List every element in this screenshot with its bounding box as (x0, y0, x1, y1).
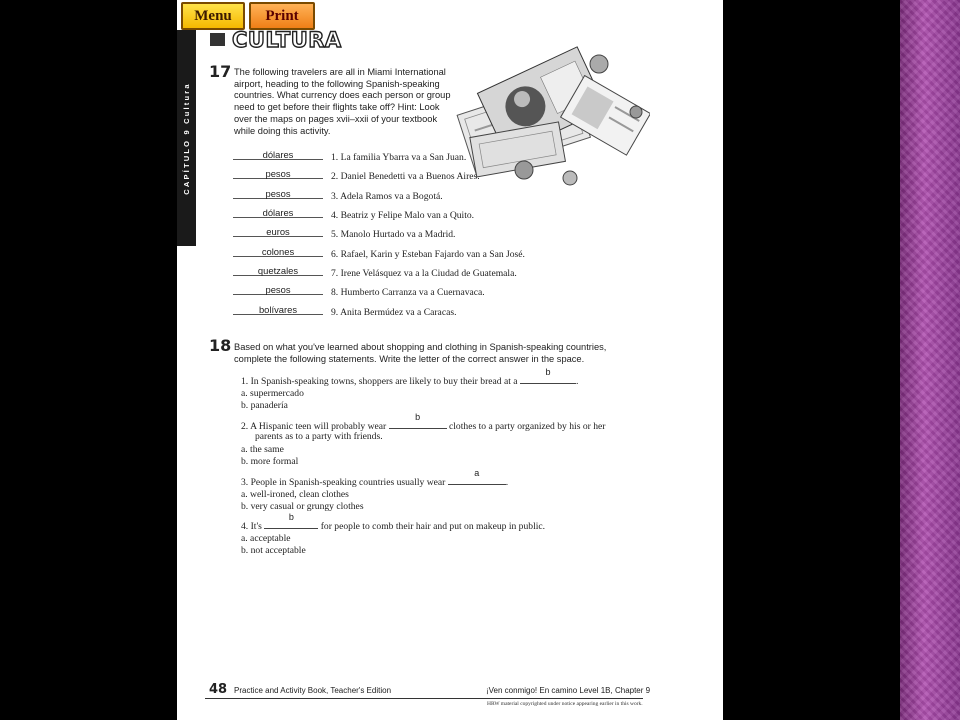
activity-18-instructions: Based on what you've learned about shopping and clothing in Spanish-speaking countries, complete the following statements. Write the letter of the correct answer in the space. (234, 342, 607, 364)
question-text-continued: parents as to a party with friends. (255, 431, 383, 442)
answer-option: a. supermercado (241, 388, 304, 399)
currency-row (233, 284, 563, 302)
traveler-statement: 4. Beatriz y Felipe Malo van a Quito. (331, 210, 475, 221)
question-text-end: clothes to a party organized by his or her (446, 421, 606, 432)
question-text: 3. People in Spanish-speaking countries usually wear (241, 477, 448, 488)
currency-row (233, 304, 563, 322)
answer-blank (389, 412, 447, 429)
footer-divider (205, 698, 643, 699)
currency-answer: pesos (265, 188, 291, 199)
currency-answer: colones (261, 246, 295, 257)
traveler-statement: 1. La familia Ybarra va a San Juan. (331, 152, 467, 163)
question-statement (241, 468, 509, 488)
traveler-statement: 7. Irene Velásquez va a la Ciudad de Guatemala. (331, 268, 517, 279)
question-statement (241, 367, 579, 387)
currency-row (233, 265, 563, 283)
traveler-statement: 3. Adela Ramos va a Bogotá. (331, 191, 443, 202)
answer-option: b. very casual or grungy clothes (241, 501, 364, 512)
answer-letter: b (415, 412, 421, 422)
answer-option: a. well-ironed, clean clothes (241, 489, 349, 500)
answer-letter: a (474, 468, 480, 478)
answer-blank (264, 512, 318, 529)
question-text-end: . (505, 477, 509, 488)
question-text-end: . (575, 376, 579, 387)
answer-option: a. the same (241, 444, 284, 455)
traveler-statement: 6. Rafael, Karin y Esteban Fajardo van a San José. (331, 249, 525, 260)
currency-row (233, 207, 563, 225)
question-statement (241, 512, 546, 532)
currency-row (233, 226, 563, 244)
answer-blank (520, 367, 576, 384)
question-text-end: for people to comb their hair and put on makeup in public. (318, 521, 546, 532)
decorative-side-panel (900, 0, 960, 720)
traveler-statement: 9. Anita Bermúdez va a Caracas. (331, 307, 457, 318)
menu-button[interactable]: Menu (181, 2, 245, 30)
activity-number-18: 18 (209, 336, 232, 355)
traveler-statement: 2. Daniel Benedetti va a Buenos Aires. (331, 171, 480, 182)
answer-blank (448, 468, 506, 485)
footer-book-title: Practice and Activity Book, Teacher's Edition (234, 686, 392, 695)
question-text: 4. It's (241, 521, 265, 532)
activity-number-17: 17 (209, 62, 232, 81)
question-text: 1. In Spanish-speaking towns, shoppers are likely to buy their bread at a (241, 376, 520, 387)
footer-copyright: HRW material copyrighted under notice appearing earlier in this work. (487, 701, 643, 707)
section-title: CULTURA (232, 28, 342, 52)
traveler-statement: 5. Manolo Hurtado va a Madrid. (331, 229, 456, 240)
answer-option: b. panadería (241, 400, 288, 411)
question-text: 2. A Hispanic teen will probably wear (241, 421, 389, 432)
footer-series-title: ¡Ven conmigo! En camino Level 1B, Chapter 9 (486, 686, 651, 695)
answer-option: b. not acceptable (241, 545, 306, 556)
section-marker-icon (210, 33, 225, 46)
currency-row (233, 188, 563, 206)
currency-answer: bolívares (258, 304, 298, 315)
currency-answer: pesos (265, 168, 291, 179)
activity-17-instructions: The following travelers are all in Miami International airport, heading to the following Spanish-speaking countries. What currency does each person or group need to get before their flights take off? Hint: Look over the maps on pages xvii–xxii of your textbook while doing this activity. (234, 67, 451, 136)
currency-row (233, 168, 563, 186)
answer-letter: b (288, 512, 294, 522)
answer-option: a. acceptable (241, 533, 291, 544)
currency-answer: dólares (262, 149, 294, 160)
answer-letter: b (545, 367, 551, 377)
chapter-side-tab-label: CAPÍTULO 9 Cultura (182, 81, 191, 195)
currency-answer: quetzales (257, 265, 299, 276)
answer-option: b. more formal (241, 456, 299, 467)
currency-answer: dólares (262, 207, 294, 218)
traveler-statement: 8. Humberto Carranza va a Cuernavaca. (331, 287, 485, 298)
currency-answer: pesos (265, 284, 291, 295)
currency-row (233, 149, 563, 167)
print-button[interactable]: Print (249, 2, 315, 30)
currency-row (233, 246, 563, 264)
currency-answer: euros (266, 226, 290, 237)
page-number: 48 (209, 682, 228, 697)
